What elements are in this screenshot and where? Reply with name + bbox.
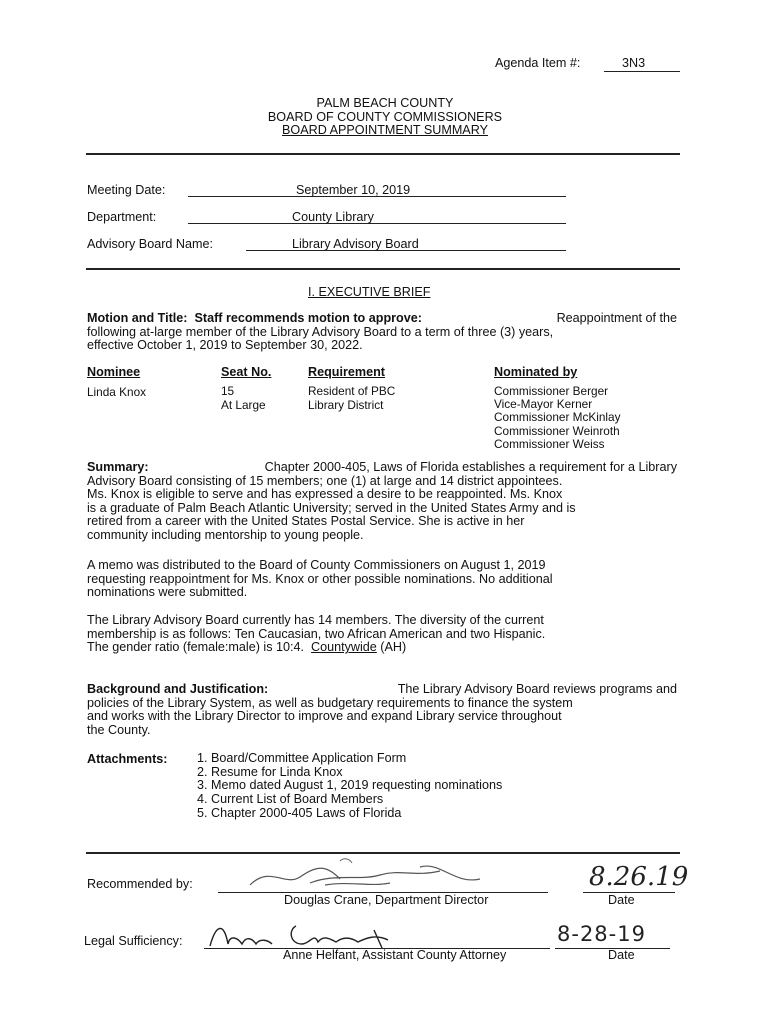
col-header-requirement: Requirement [308, 365, 385, 379]
diversity-line: The Library Advisory Board currently has 14 members. The diversity of the current [87, 613, 544, 627]
legal-date-label: Date [608, 948, 635, 962]
signature-divider [86, 852, 680, 854]
summary-line: retired from a career with the United States Postal Service. She is active in her [87, 514, 525, 529]
summary-label: Summary: [87, 460, 149, 474]
background-line: the County. [87, 722, 151, 737]
requirement-line2: Library District [308, 397, 384, 412]
advisory-board-value: Library Advisory Board [292, 237, 419, 251]
recommended-name: Douglas Crane, Department Director [284, 893, 489, 907]
requirement-line1: Resident of PBC [308, 384, 396, 398]
memo-line: requesting reappointment for Ms. Knox or other possible nominations. No additional [87, 571, 553, 586]
motion-bold: Staff recommends motion to approve: [194, 311, 422, 325]
attachment-item: 1. Board/Committee Application Form [197, 751, 407, 765]
background-line: policies of the Library System, as well as budgetary requirements to finance the system [87, 695, 573, 710]
summary-line: Advisory Board consisting of 15 members; one (1) at large and 14 district appointees. [87, 473, 563, 488]
motion-paragraph [87, 312, 677, 353]
header-divider [86, 153, 680, 155]
summary-line: Chapter 2000-405, Laws of Florida establishes a requirement for a Library [264, 460, 677, 474]
douglas-crane-signature [240, 855, 540, 895]
memo-line: nominations were submitted. [87, 585, 248, 600]
agenda-item-label: Agenda Item #: [495, 56, 581, 70]
requirement-cell [308, 385, 395, 412]
nominator: Commissioner Weiss [494, 436, 605, 451]
motion-line1-rest: Reappointment of the [556, 311, 677, 325]
meeting-date-value: September 10, 2019 [296, 183, 411, 197]
background-line: and works with the Library Director to improve and expand Library service throughout [87, 709, 562, 724]
diversity-line: The gender ratio (female:male) is 10:4. [87, 640, 304, 655]
meta-divider [86, 268, 680, 270]
legal-name: Anne Helfant, Assistant County Attorney [283, 948, 507, 962]
seat-number: 15 [221, 384, 235, 398]
recommended-date-handwritten: 8.26.19 [589, 862, 689, 892]
summary-line: Ms. Knox is eligible to serve and has expressed a desire to be reappointed. Ms. Knox [87, 487, 563, 502]
nominator: Commissioner McKinlay [494, 410, 621, 425]
diversity-line: membership is as follows: Ten Caucasian, two African American and two Hispanic. [87, 626, 546, 641]
summary-line: community including mentorship to young people. [87, 527, 364, 542]
recommended-date-label: Date [608, 893, 635, 907]
agenda-underline [604, 71, 680, 72]
motion-label: Motion and Title: [87, 311, 188, 325]
legal-label: Legal Sufficiency: [84, 934, 183, 948]
nominated-by-cell [494, 385, 621, 451]
summary-paragraph [87, 461, 677, 543]
motion-line2: following at-large member of the Library Advisory Board to a term of three (3) years, [87, 324, 554, 339]
meeting-date-label: Meeting Date: [87, 183, 166, 197]
agenda-item-value: 3N3 [622, 56, 646, 70]
countywide-label: Countywide [311, 640, 377, 655]
executive-brief-heading: I. EXECUTIVE BRIEF [308, 285, 431, 299]
col-header-nominee: Nominee [87, 365, 141, 379]
nominator: Commissioner Berger [494, 384, 609, 398]
attachment-item: 3. Memo dated August 1, 2019 requesting nominations [197, 778, 503, 793]
department-value: County Library [292, 210, 374, 224]
seat-cell [221, 385, 266, 412]
summary-line: is a graduate of Palm Beach Atlantic University; served in the United States Army and is [87, 500, 576, 515]
memo-paragraph [87, 559, 677, 600]
department-line [188, 223, 566, 224]
nominator: Vice-Mayor Kerner [494, 397, 593, 412]
attachments-list [197, 752, 502, 821]
board-name: BOARD OF COUNTY COMMISSIONERS [267, 109, 503, 124]
background-paragraph [87, 683, 677, 737]
document-heading [0, 97, 770, 138]
summary-title: BOARD APPOINTMENT SUMMARY [282, 123, 488, 137]
diversity-paragraph [87, 614, 677, 655]
attachment-item: 2. Resume for Linda Knox [197, 764, 343, 779]
attachment-item: 5. Chapter 2000-405 Laws of Florida [197, 805, 402, 820]
memo-line: A memo was distributed to the Board of County Commissioners on August 1, 2019 [87, 558, 546, 572]
nominee-name: Linda Knox [87, 385, 147, 399]
attachments-label: Attachments: [87, 752, 168, 766]
nominator: Commissioner Weinroth [494, 423, 620, 438]
col-header-nominated-by: Nominated by [494, 365, 578, 379]
legal-date-handwritten: 8-28-19 [557, 922, 646, 946]
advisory-board-label: Advisory Board Name: [87, 237, 213, 251]
recommended-label: Recommended by: [87, 877, 193, 891]
background-label: Background and Justification: [87, 682, 269, 696]
department-label: Department: [87, 210, 157, 224]
attachment-item: 4. Current List of Board Members [197, 792, 384, 807]
background-line1: The Library Advisory Board reviews programs and [397, 682, 677, 696]
col-header-seat: Seat No. [221, 365, 272, 379]
county-name: PALM BEACH COUNTY [316, 96, 454, 110]
motion-line3: effective October 1, 2019 to September 30, 2022. [87, 338, 363, 353]
seat-type: At Large [221, 397, 266, 412]
countywide-suffix: (AH) [376, 640, 407, 655]
